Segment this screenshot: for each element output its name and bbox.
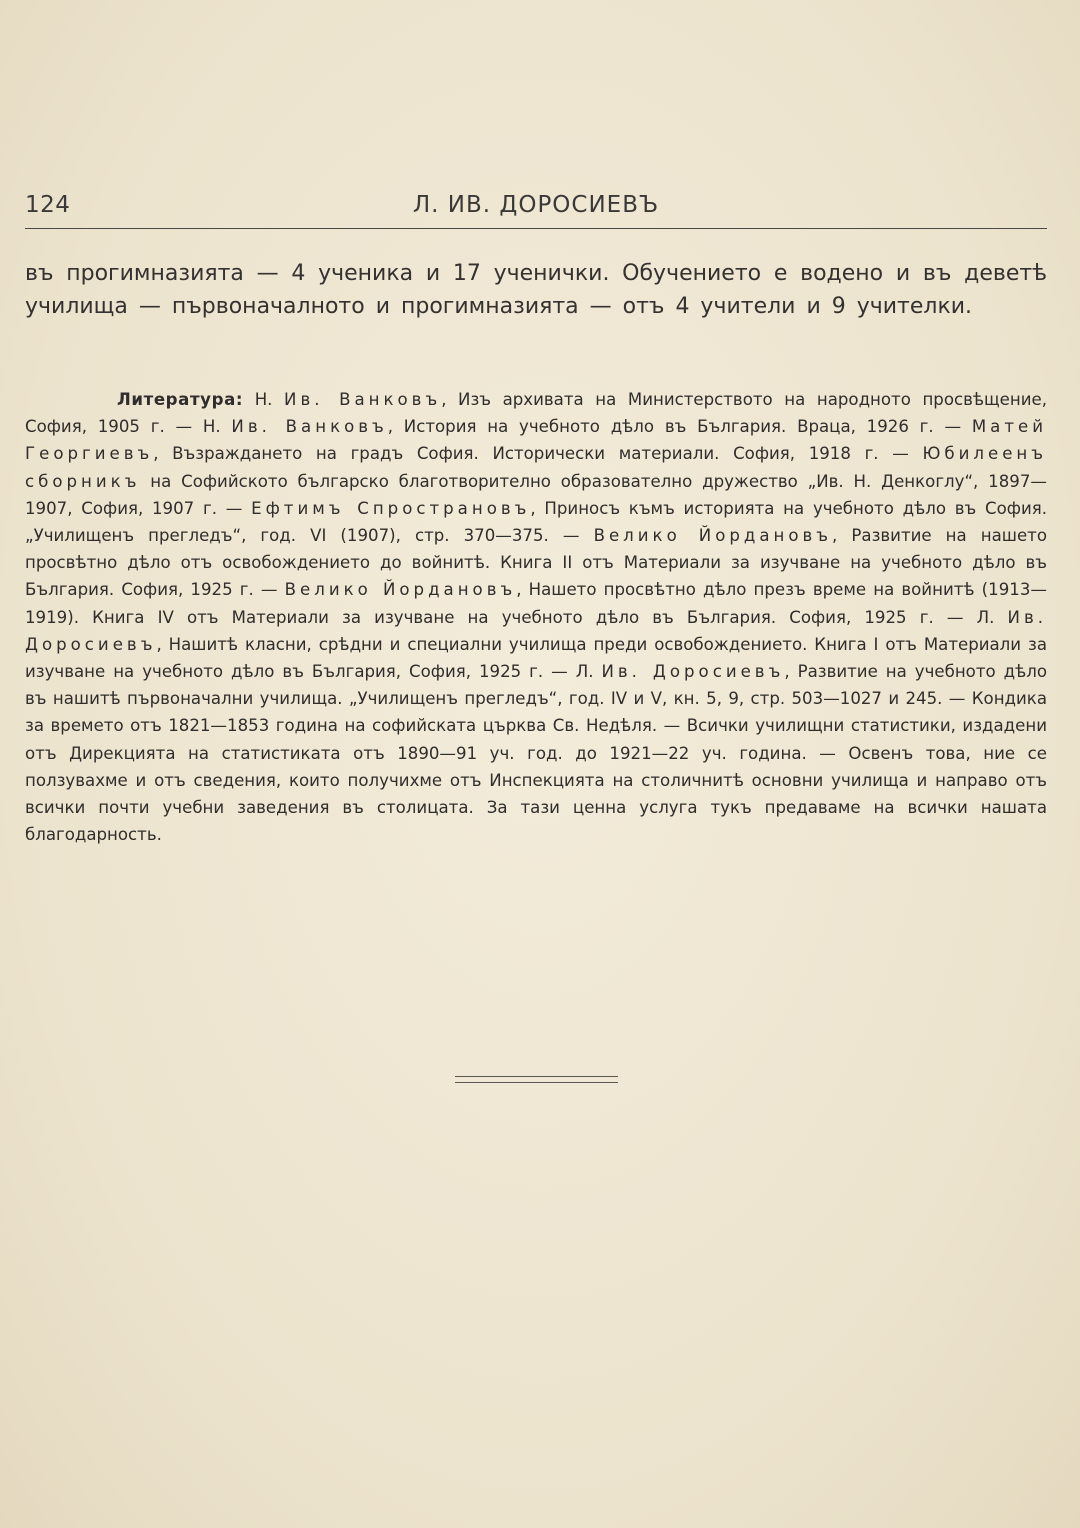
author-name: Ив. Доросиевъ <box>25 607 1047 654</box>
citation-text: , История на учебното дѣло въ България. Враца, 1926 г. — <box>387 417 972 437</box>
citation-text: , Възраждането на градъ София. Исторически материали. София, 1918 г. — <box>153 444 923 464</box>
literature-label: Литература: <box>117 390 244 409</box>
author-name: Ив. Доросиевъ <box>601 662 785 682</box>
page-number: 124 <box>25 192 71 218</box>
literature-section <box>25 386 1047 848</box>
citation-text: , Развитие на нашето просвѣтно дѣло отъ освобождението до войнитѣ. Книга II отъ Материали за изучване на учебното дѣло въ България. София, 1925 г. — <box>25 526 1047 600</box>
citation-text: , Нашитѣ класни, срѣдни и специални училища преди освобождението. Книга I отъ Материали за изучване на учебното дѣло въ България, София, 1925 г. — Л. <box>25 634 1047 682</box>
page-header <box>25 192 1047 229</box>
body-paragraph-block <box>25 258 1047 323</box>
author-name: Ив. Ванковъ <box>284 390 442 409</box>
citation-text: , Изъ архивата на Министерството на народното просвѣщение, София, 1905 г. — Н. <box>25 390 1047 437</box>
citation-text: Н. <box>243 390 285 409</box>
section-end-rule-bottom <box>455 1082 618 1083</box>
citation-text: , Нашето просвѣтно дѣло презъ време на войнитѣ (1913—1919). Книга IV отъ Материали за изучване на учебното дѣло въ България. София, 1925 г. — Л. <box>25 580 1047 627</box>
author-name: Ив. Ванковъ <box>231 417 388 437</box>
author-name: Велико Йордановъ <box>593 526 833 546</box>
body-paragraph: въ прогимназията — 4 ученика и 17 ученички. Обучението е водено и въ деветѣ училища — първоначалното и прогимназията — отъ 4 учители и 9 учителки. <box>25 261 1047 319</box>
citation-text: , Приносъ къмъ историята на учебното дѣло въ София. „Училищенъ прегледъ“, год. VI (1907), стр. 370—375. — <box>25 498 1047 546</box>
author-name: Ефтимъ Спространовъ <box>251 498 531 518</box>
citation-text: , Развитие на учебното дѣло въ нашитѣ първоначални училища. „Училищенъ прегледъ“, год. IV и V, кн. 5, 9, стр. 503—1027 и 245. — Кондика за времето отъ 1821—1853 година на софийската църква Св. Недѣля. — Всички училищни статистики, издадени отъ Дирекцията на статистиката отъ 1890—91 уч. год. до 1921—22 уч. година. — Освенъ това, ние се ползувахме и отъ сведения, които получихме отъ Инспекцията на столичнитѣ основни училища и направо отъ всички почти учебни заведения въ столицата. За тази ценна услуга тукъ предаваме на всички нашата благодарность. <box>25 662 1048 845</box>
author-name: Велико Йордановъ <box>284 580 517 600</box>
running-title: Л. ИВ. ДОРОСИЕВЪ <box>412 192 660 218</box>
citation-text: на Софийското българско благотворително образователно дружество „Ив. Н. Денкоглу“, 1897—1907, София, 1907 г. — <box>25 471 1047 518</box>
literature-paragraph <box>25 386 1047 848</box>
literature-body <box>25 390 1047 844</box>
section-end-rule-top <box>455 1076 618 1077</box>
author-name: Юбилеенъ сборникъ <box>25 444 1047 491</box>
author-name: Матей Георгиевъ <box>25 417 1047 464</box>
